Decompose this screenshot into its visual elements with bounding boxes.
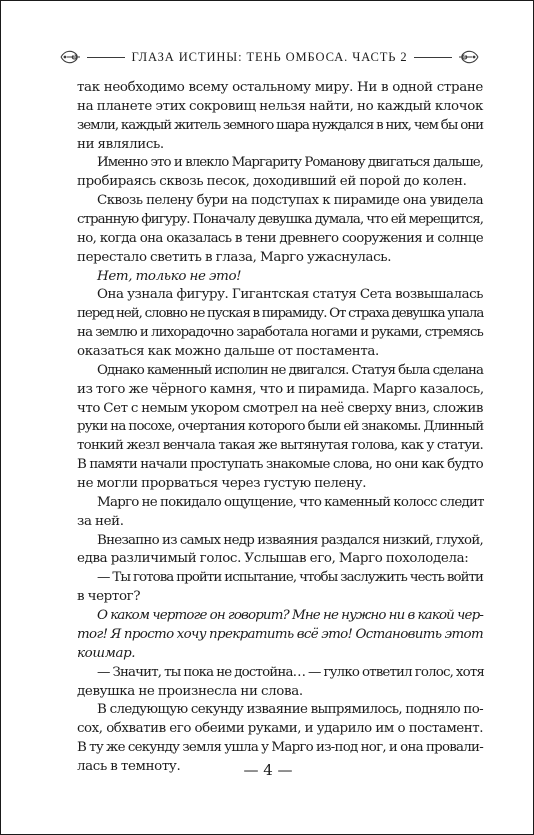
text-line: сох, обхватив его обеими руками, и ударило им о постамент. (77, 721, 483, 737)
text-line: кошмар. (77, 645, 136, 661)
running-title: ГЛАЗА ИСТИНЫ: ТЕНЬ ОМБОСА. ЧАСТЬ 2 (131, 49, 408, 64)
fleuron-right-icon (458, 44, 480, 70)
text-line: едва различимый голос. Услышав его, Марго похолодела: (77, 551, 469, 567)
italic-paragraph (77, 268, 483, 287)
running-header (59, 44, 480, 70)
text-line: на землю и лихорадочно заработала ногами и руками, стремясь (77, 325, 483, 341)
text-line: В следующую секунду изваяние выпрямилось, подняло по- (97, 702, 483, 718)
text-line: руки на посохе, очертания которого были ей знакомы. Длинный (77, 419, 484, 435)
text-line: не могли прорваться через густую пелену. (77, 476, 367, 492)
body-text (77, 79, 483, 777)
text-line: тонкий жезл венчала такая же вытянутая голова, как у статуи. (77, 438, 483, 454)
text-line: за ней. (77, 513, 124, 529)
text-line: так необходимо всему остальному миру. Ни в одной стране (77, 80, 483, 95)
header-rule-right (414, 57, 452, 58)
text-line: Однако каменный исполин не двигался. Статуя была сделана (97, 362, 483, 378)
paragraph (77, 664, 483, 702)
header-rule-left (87, 57, 125, 58)
text-line: перед ней, словно не пуская в пирамиду. От страха девушка упала (77, 306, 484, 322)
paragraph (77, 154, 483, 192)
text-line: Сквозь пелену бури на подступах к пирамиде она увидела (97, 193, 483, 209)
text-line: — Ты готова пройти испытание, чтобы заслужить честь войти (97, 570, 483, 586)
text-line: Нет, только не это! (97, 268, 242, 284)
text-line: девушка не произнесла ни слова. (77, 683, 303, 699)
text-line: — Значит, ты пока не достойна… — гулко ответил голос, хотя (97, 664, 484, 680)
paragraph (77, 362, 483, 494)
paragraph (77, 569, 483, 607)
text-line: но, когда она оказалась в тени древнего сооружения и солнце (77, 230, 483, 246)
paragraph (77, 79, 483, 154)
text-line: что Сет с немым укором смотрел на неё сверху вниз, сложив (77, 400, 483, 416)
page-number: — 4 — (243, 761, 293, 779)
text-line: оказаться как можно дальше от постамента. (77, 344, 379, 360)
text-line: пробираясь сквозь песок, доходивший ей порой до колен. (77, 174, 467, 190)
text-line: Именно это и влекло Маргариту Романову двигаться дальше, (97, 155, 483, 171)
text-line: перестало светить в глаза, Марго ужаснулась. (77, 249, 392, 265)
text-line: В ту же секунду земля ушла у Марго из-под ног, и она провали- (77, 740, 483, 756)
text-line: лась в темноту. (77, 758, 181, 774)
fleuron-left-icon (59, 44, 81, 70)
paragraph (77, 494, 483, 532)
paragraph (77, 286, 483, 361)
text-line: земли, каждый житель земного шара нуждался в них, чем бы они (77, 117, 483, 133)
text-line: в чертог? (77, 589, 141, 605)
text-line: Марго не покидало ощущение, что каменный колосс следит (97, 494, 484, 510)
paragraph (77, 532, 483, 570)
text-line: тог! Я просто хочу прекратить всё это! Остановить этот (77, 626, 483, 642)
text-line: ни являлись. (77, 136, 164, 152)
text-line: из того же чёрного камня, что и пирамида. Марго казалось, (77, 381, 484, 397)
text-line: на планете этих сокровищ нельзя найти, но каждый клочок (77, 98, 483, 114)
text-line: В памяти начали проступать знакомые слова, но они как будто (77, 457, 483, 473)
text-line: Она узнала фигуру. Гигантская статуя Сета возвышалась (97, 287, 483, 303)
text-line: странную фигуру. Поначалу девушка думала, что ей мерещится, (77, 212, 483, 228)
text-line: О каком чертоге он говорит? Мне не нужно ни в какой чер- (97, 608, 483, 624)
italic-paragraph (77, 607, 483, 664)
text-line: Внезапно из самых недр изваяния раздался низкий, глухой, (97, 532, 483, 548)
paragraph (77, 192, 483, 267)
